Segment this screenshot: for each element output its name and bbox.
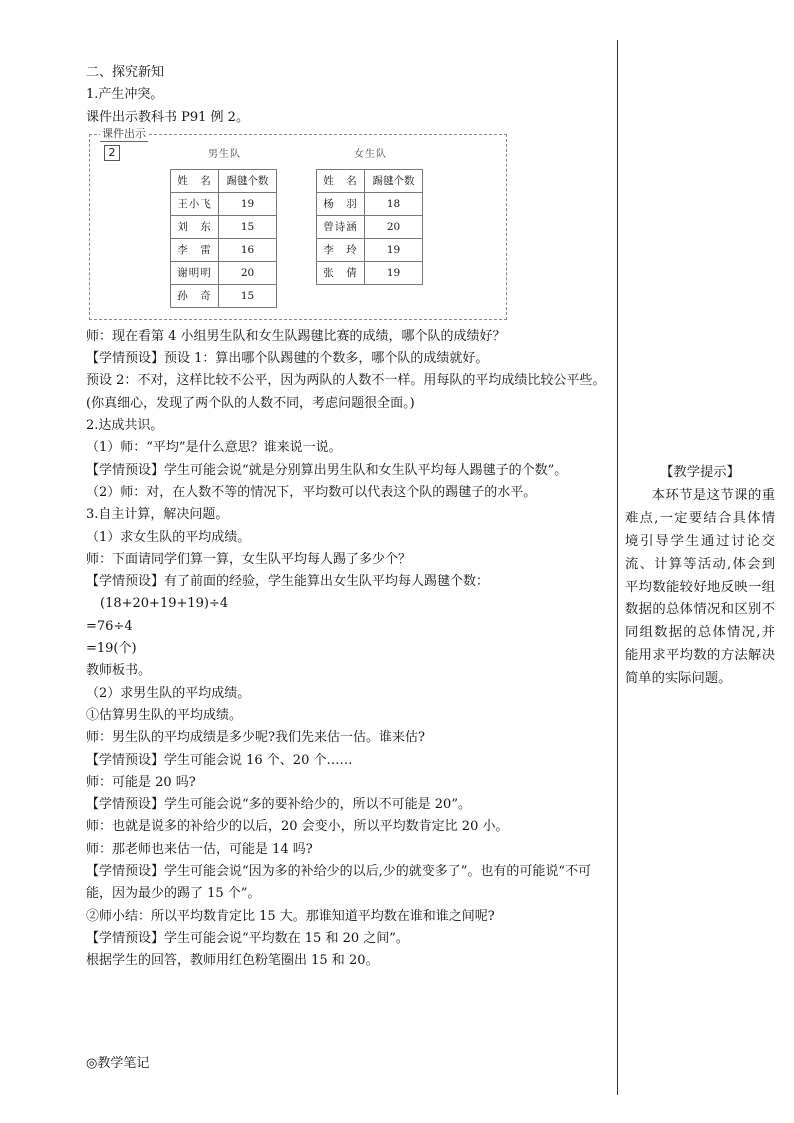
body-line: 【学情预设】学生可能会说“平均数在 15 和 20 之间”。 [86,930,409,946]
body-line: ②师小结：所以平均数肯定比 15 大。那谁知道平均数在谁和谁之间呢? [86,908,495,924]
player-name: 曾诗涵 [317,215,365,238]
body-line: 【学情预设】有了前面的经验，学生能算出女生队平均每人踢毽个数： [86,574,490,590]
calc-line: (18+20+19+19)÷4 [100,596,229,612]
section-heading: 二、探究新知 [86,65,165,80]
header-count: 踢毽个数 [219,169,277,192]
body-line: 师：下面请同学们算一算，女生队平均每人踢了多少个？ [86,551,412,567]
body-line: 【学情预设】学生可能会说“多的要补给少的，所以不可能是 20”。 [86,797,471,813]
table-header-row [171,169,277,192]
body-line: 预设 2：不对，这样比较不公平，因为两队的人数不一样。用每队的平均成绩比较公平些。(你真细心，发现了两个队的人数不同，考虑问题很全面。) [86,373,606,411]
body-line: 师：现在看第 4 小组男生队和女生队踢毽比赛的成绩，哪个队的成绩好？ [86,328,506,344]
table-row [171,238,277,261]
kick-count: 19 [365,261,423,284]
body-line: 【学情预设】预设 1：算出哪个队踢毽的个数多，哪个队的成绩就好。 [86,351,489,367]
body-line: （2）求男生队的平均成绩。 [86,685,251,701]
body-line: ①估算男生队的平均成绩。 [86,707,243,723]
girls-team-title: 女生队 [354,148,387,160]
table-row [317,215,423,238]
kick-count: 16 [219,238,277,261]
body-line: （1）师：“平均”是什么意思？谁来说一说。 [86,440,342,456]
body-line: 课件出示教科书 P91 例 2。 [86,109,249,125]
header-count: 踢毽个数 [365,169,423,192]
kick-count: 20 [219,261,277,284]
tip-text: 本环节是这节课的重难点,一定要结合具体情境引导学生通过讨论交流、计算等活动,体会到平均数能较好地反映一组数据的总体情况和区别不同组数据的总体情况,并能用求平均数的方法解决简单的实际问题。 [625,487,775,687]
calc-line: =19(个) [86,641,137,657]
body-line: 师：也就是说多的补给少的以后，20 会变小，所以平均数肯定比 20 小。 [86,819,509,835]
courseware-figure [89,126,507,320]
body-line: 【学情预设】学生可能会说 16 个、20 个…… [86,752,353,768]
header-name: 姓 名 [171,169,219,192]
kick-count: 18 [365,192,423,215]
teaching-notes-label: ◎教学笔记 [86,1056,150,1071]
table-row [171,261,277,284]
player-name: 杨 羽 [317,192,365,215]
body-line: 师：男生队的平均成绩是多少呢?我们先来估一估。谁来估? [86,730,425,746]
kick-count: 15 [219,215,277,238]
tip-heading: 【教学提示】 [660,465,740,480]
player-name: 孙 奇 [171,284,219,307]
player-name: 李 雷 [171,238,219,261]
step-heading: 1.产生冲突。 [86,87,164,103]
girls-score-table [316,169,423,285]
body-line: 师：那老师也来估一估，可能是 14 吗? [86,841,313,857]
body-line: 师：可能是 20 吗? [86,774,196,790]
player-name: 王小飞 [171,192,219,215]
table-row [317,238,423,261]
kick-count: 19 [219,192,277,215]
table-row [171,215,277,238]
body-line: 【学情预设】学生可能会说“就是分别算出男生队和女生队平均每人踢毽子的个数”。 [86,462,568,478]
kick-count: 15 [219,284,277,307]
teaching-tip [625,462,775,691]
table-row [317,192,423,215]
body-line: 【学情预设】学生可能会说“因为多的补给少的以后,少的就变多了”。也有的可能说“不可能，因为最少的踢了 15 个”。 [86,864,592,902]
example-number: 2 [104,145,120,161]
player-name: 刘 东 [171,215,219,238]
body-line: （2）师：对，在人数不等的情况下，平均数可以代表这个队的踢毽子的水平。 [86,484,537,500]
body-line: （1）求女生队的平均成绩。 [86,529,251,545]
header-name: 姓 名 [317,169,365,192]
player-name: 张 倩 [317,261,365,284]
margin-divider [617,40,618,1095]
kick-count: 20 [365,215,423,238]
body-line: 根据学生的回答，教师用红色粉笔圈出 15 和 20。 [86,953,379,969]
player-name: 李 玲 [317,238,365,261]
boys-score-table [170,169,277,308]
lesson-body [86,62,614,973]
calc-line: =76÷4 [86,618,133,634]
table-row [171,284,277,307]
table-row [171,192,277,215]
table-header-row [317,169,423,192]
step-heading: 3.自主计算，解决问题。 [86,507,229,523]
kick-count: 19 [365,238,423,261]
body-line: 教师板书。 [86,663,152,679]
table-row [317,261,423,284]
step-heading: 2.达成共识。 [86,418,164,434]
player-name: 谢明明 [171,261,219,284]
figure-label: 课件出示 [102,126,146,140]
boys-team-title: 男生队 [208,148,241,160]
